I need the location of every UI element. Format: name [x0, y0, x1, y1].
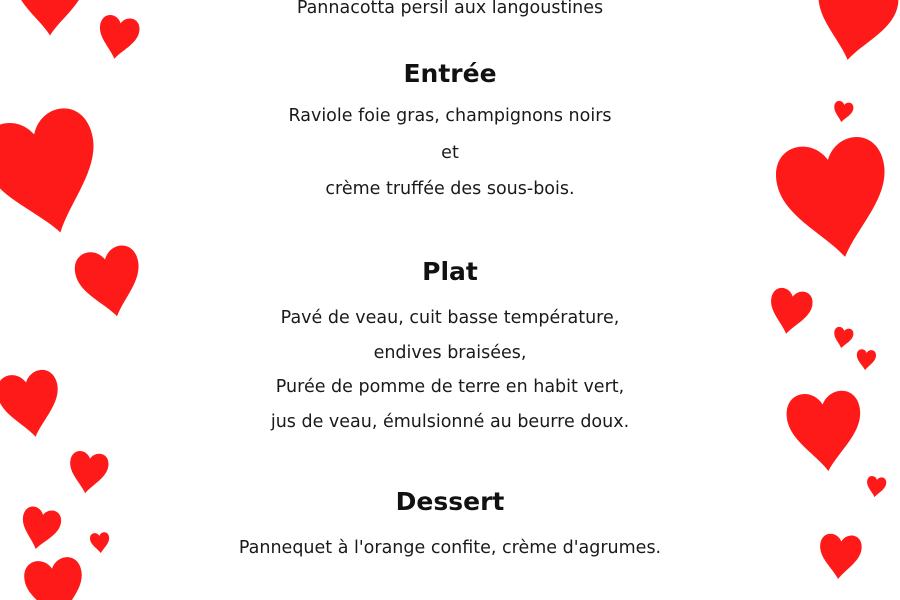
heart-icon: [865, 475, 887, 498]
heart-icon: [766, 286, 815, 337]
heart-icon: [66, 450, 110, 496]
plat-line: jus de veau, émulsionné au beurre doux.: [270, 412, 630, 432]
heart-icon: [0, 367, 66, 442]
heart-icon: [832, 326, 854, 350]
heart-icon: [817, 533, 862, 581]
heart-icon: [771, 133, 898, 267]
heart-icon: [0, 102, 114, 247]
entree-line: Raviole foie gras, champignons noirs: [288, 106, 612, 126]
plat-line: endives braisées,: [373, 343, 527, 363]
heart-icon: [856, 349, 877, 371]
heart-icon: [808, 0, 900, 67]
plat-line: Purée de pomme de terre en habit vert,: [275, 377, 625, 397]
heart-icon: [72, 243, 149, 323]
heart-icon: [15, 0, 85, 35]
heart-icon: [785, 389, 865, 474]
heart-icon: [95, 13, 141, 62]
heart-icon: [22, 555, 88, 600]
section-title-entree: Entrée: [403, 59, 497, 88]
entree-line: et: [441, 143, 459, 163]
heart-icon: [90, 532, 111, 554]
plat-line: Pavé de veau, cuit basse température,: [280, 308, 620, 328]
heart-icon: [17, 505, 63, 553]
section-title-dessert: Dessert: [395, 487, 505, 516]
section-title-plat: Plat: [422, 257, 478, 286]
heart-icon: [832, 100, 854, 124]
starter-line: Pannacotta persil aux langoustines: [296, 0, 604, 18]
dessert-line: Pannequet à l'orange confite, crème d'agrumes.: [238, 538, 662, 558]
entree-line: crème truffée des sous-bois.: [325, 179, 575, 199]
